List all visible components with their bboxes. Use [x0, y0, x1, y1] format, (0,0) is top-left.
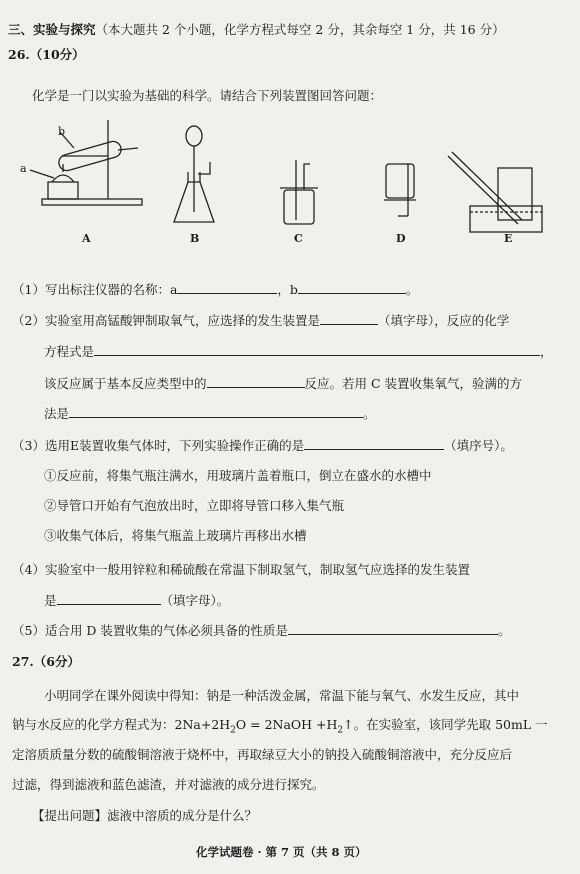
- q26-part3-line1: （3）选用E装置收集气体时，下列实验操作正确的是 （填序号）。: [12, 438, 513, 453]
- q26-part4-line1: （4）实验室中一般用锌粒和稀硫酸在常温下制取氢气，制取氢气应选择的发生装置: [12, 562, 470, 577]
- q26-part1: （1）写出标注仪器的名称：a ，b 。: [12, 282, 419, 297]
- q27-heading: 27.（6分）: [12, 654, 80, 669]
- q27-question: 【提出问题】滤液中溶质的成分是什么？: [32, 808, 258, 823]
- label-e: E: [504, 232, 513, 245]
- q26-part2-line1: （2）实验室用高锰酸钾制取氧气，应选择的发生装置是 （填字母），反应的化学: [12, 313, 510, 328]
- apparatus-a: [30, 120, 142, 205]
- section-note: （本大题共 2 个小题，化学方程式每空 2 分，其余每空 1 分，共 16 分）: [95, 22, 505, 37]
- q26-intro: 化学是一门以实验为基础的科学。请结合下列装置图回答问题：: [32, 88, 383, 103]
- page-footer: 化学试题卷 · 第 7 页（共 8 页）: [196, 845, 367, 859]
- apparatus-figure: [0, 112, 580, 242]
- q26-part2-line4: 法是 。: [44, 406, 376, 421]
- pointer-label-b: b: [58, 125, 66, 138]
- answer-blank-b[interactable]: [298, 281, 406, 294]
- label-b: B: [190, 232, 200, 245]
- q27-line1: 小明同学在课外阅读中得知：钠是一种活泼金属，常温下能与氧气、水发生反应，其中: [44, 688, 520, 703]
- answer-blank-equation[interactable]: [94, 343, 540, 356]
- apparatus-e: [448, 152, 542, 232]
- q27-line4: 过滤，得到滤液和蓝色滤渣，并对滤液的成分进行探究。: [12, 777, 325, 792]
- q26-heading: 26.（10分）: [8, 47, 85, 62]
- apparatus-b: [174, 126, 214, 222]
- q27-line3: 定溶质质量分数的硫酸铜溶液于烧杯中，再取绿豆大小的钠投入硫酸铜溶液中，充分反应后: [12, 747, 513, 762]
- label-a: A: [82, 232, 91, 245]
- q26-option-3: ③收集气体后，将集气瓶盖上玻璃片再移出水槽: [44, 528, 307, 543]
- answer-blank-operations[interactable]: [304, 437, 444, 450]
- answer-blank-reaction-type[interactable]: [207, 375, 305, 388]
- q26-part5: （5）适合用 D 装置收集的气体必须具备的性质是 。: [12, 623, 511, 638]
- answer-blank-hydrogen-generator[interactable]: [57, 592, 161, 605]
- label-d: D: [396, 232, 406, 245]
- pointer-label-a: a: [20, 162, 27, 175]
- q26-part2-line3: 该反应属于基本反应类型中的 反应。若用 C 装置收集氧气，验满的方: [44, 376, 523, 391]
- answer-blank-gas-property[interactable]: [288, 622, 498, 635]
- section-header: [8, 22, 505, 38]
- answer-blank-a[interactable]: [177, 281, 277, 294]
- q26-part2-line2: 方程式是 ，: [44, 344, 553, 359]
- q26-option-2: ②导管口开始有气泡放出时，立即将导管口移入集气瓶: [44, 498, 345, 513]
- label-c: C: [294, 232, 303, 245]
- section-title: 三、实验与探究: [8, 22, 96, 37]
- apparatus-d: [384, 164, 416, 216]
- apparatus-c: [280, 160, 318, 224]
- q26-part4-line2: 是 （填字母）。: [44, 593, 230, 608]
- q26-option-1: ①反应前，将集气瓶注满水，用玻璃片盖着瓶口，倒立在盛水的水槽中: [44, 468, 432, 483]
- q27-line2: 钠与水反应的化学方程式为：$2Na+2H_2O$ = 2NaOH $+H_2↑$。在实验室，该同学先取 50mL 一: [12, 717, 548, 736]
- answer-blank-check-full[interactable]: [69, 405, 363, 418]
- answer-blank-generator[interactable]: [320, 312, 378, 325]
